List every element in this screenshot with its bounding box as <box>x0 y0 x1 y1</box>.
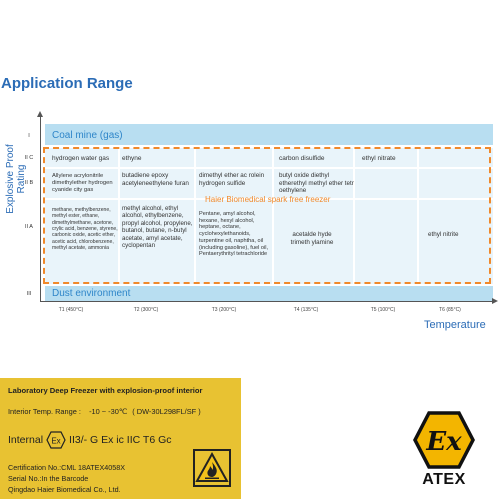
dust-environment-label: Dust environment <box>52 288 131 299</box>
row-label-iib: II B <box>24 180 34 186</box>
model-number: ( DW-30L298FL/SF ) <box>132 407 201 416</box>
serial-number: Serial No.:In the Barcode <box>8 474 89 483</box>
product-label <box>0 378 241 499</box>
temp-range-prefix: Interior Temp. Range : <box>8 407 81 416</box>
iic-t2-text: ethyne <box>122 155 142 162</box>
svg-text:Ex: Ex <box>426 427 462 457</box>
iib-t4-text: butyl oxide diethyl etherethyl methyl ether tetr oethylene <box>279 172 354 195</box>
application-range-title: Application Range <box>1 75 133 92</box>
temp-class-t1: T1 (450°C) <box>58 307 84 313</box>
x-axis-line <box>40 301 496 302</box>
spark-free-zone-border <box>43 147 491 284</box>
x-axis-label: Temperature <box>424 319 486 331</box>
row-label-iii: III <box>26 291 32 297</box>
temp-class-t2: T2 (300°C) <box>133 307 159 313</box>
iia-t6-text: ethyl nitrite <box>428 231 459 238</box>
row-label-iic: II C <box>24 155 34 161</box>
temp-class-t6: T6 (85°C) <box>439 307 461 313</box>
certification-number: Certification No.:CML 18ATEX4058X <box>8 463 126 472</box>
ex-hexagon-icon <box>412 410 476 470</box>
temp-class-t3: T3 (200°C) <box>211 307 237 313</box>
label-marking-line <box>8 431 172 449</box>
iic-t4-text: carbon disulfide <box>279 155 325 162</box>
row-label-iia: II A <box>25 224 33 230</box>
row-label-i: I <box>28 133 30 139</box>
iia-t2-text: methyl alcohol, ethyl alcohol, ethylbenzene, propyl alcohol, propylene, butanol, butane, n-butyl acetate, amyl acetate, cyclopentan <box>122 205 193 250</box>
temp-range-value: -10 ~ -30℃ <box>89 407 128 416</box>
spark-free-note: Haier Biomedical spark free freezer <box>205 195 331 204</box>
atex-text: ATEX <box>422 471 466 488</box>
atex-marking-text: II3/- G Ex ic IIC T6 Gc <box>69 434 172 446</box>
iia-t1-text: methane, methylbenzene, methyl ester, ethane, dimethylmethane, acetone, crylic acid, benzene, styrene, carbonic oxide, acetic ether, acetic acid, chlorobenzene, methyl acetate, ammonia <box>52 207 118 251</box>
internal-text: Internal <box>8 434 44 446</box>
temp-class-t4: T4 (135°C) <box>293 307 319 313</box>
y-axis-line <box>40 117 41 302</box>
y-axis-label: Explosive Proof Rating <box>5 144 27 214</box>
svg-text:Ex: Ex <box>51 436 61 446</box>
atex-logo <box>412 410 476 490</box>
manufacturer: Qingdao Haier Biomedical Co., Ltd. <box>8 485 121 494</box>
iic-t5-text: ethyl nitrate <box>362 155 396 162</box>
iib-t2-text: butadiene epoxy acetyleneethylene furan <box>122 172 189 187</box>
label-title: Laboratory Deep Freezer with explosion-proof interior <box>8 386 203 395</box>
iib-t3-text: dimethyl ether ac rolein hydrogen sulfide <box>199 172 265 187</box>
iib-t1-text: Allylene acrylonitrile dimethylether hydrogen cyanide city gas <box>52 173 113 193</box>
iia-t3-text: Pentane, amyl alcohol, hexane, hexyl alcohol, heptane, octane, cyclohexylethanoids, turpentine oil, naphtha, oil (including gasoline), fuel oil, Pentaerythrityl tetrachloride <box>199 211 269 258</box>
iic-t1-text: hydrogen water gas <box>52 155 110 162</box>
flammable-warning-icon <box>192 448 232 488</box>
label-temp-range <box>8 407 201 416</box>
temp-class-t5: T5 (100°C) <box>370 307 396 313</box>
coal-mine-gas-label: Coal mine (gas) <box>52 130 123 141</box>
ex-hexagon-small-icon <box>46 431 66 449</box>
iia-t4-text: acetalde hyde trimeth ylamine <box>290 231 334 246</box>
